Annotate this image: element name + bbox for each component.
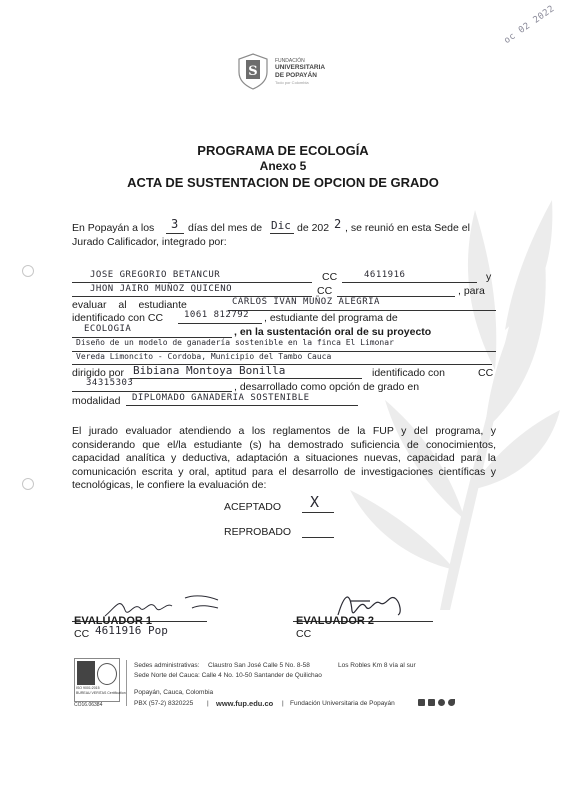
project-title-line2: Vereda Limoncito - Cordoba, Municipio del Tambo Cauca [76,352,332,361]
sustentacion-label: , en la sustentación oral de su proyecto [234,326,432,338]
month-line [270,233,294,234]
member1-cc: 4611916 [364,270,406,280]
institution-line3: DE POPAYÁN [275,72,317,79]
director-name: Bibiana Montoya Bonilla [133,364,286,377]
footer-sep1: | [207,700,209,707]
shield-icon [236,52,270,90]
member1-cc-label: CC [322,271,338,283]
modality-value: DIPLOMADO GANADERIA SOSTENIBLE [132,393,310,403]
director-cc-line [72,391,232,392]
city-text: Popayán, Cauca, Colombia [134,689,214,696]
member2-cc-label: CC [317,285,333,297]
jury-y: y [486,271,492,283]
director-label: dirigido por [72,367,124,379]
svg-text:S: S [248,64,258,79]
director-cc-label: CC [478,367,494,379]
accepted-label: ACEPTADO [224,501,281,513]
evaluator1-cc-label: CC [74,628,90,640]
institution-logo [228,52,348,92]
institution-line2: UNIVERSITARIA [275,64,326,71]
footer-sep2: | [282,700,284,707]
student-name-line [228,310,496,311]
sede-norte-text: Sede Norte del Cauca: Calle 4 No. 10-50 Santander de Quilichao [134,672,322,679]
binder-hole-bottom [22,478,34,490]
certification-badge [74,658,126,702]
intro-year-suffix: 2 [334,217,342,231]
corner-annotation: oc 02 2022 [502,3,557,47]
accepted-mark: X [310,493,320,511]
evaluator1-cc: 4611916 Pop [95,624,168,637]
jury-para: , para [458,285,485,297]
youtube-icon[interactable] [438,699,445,706]
program-label: , estudiante del programa de [264,312,398,324]
accepted-line [302,512,334,513]
rejected-label: REPROBADO [224,526,292,538]
student-cc-line [178,323,262,324]
member1-cc-line [342,282,477,283]
developed-label: , desarrollado como opción de grado en [234,381,420,393]
footer-divider [126,660,127,706]
day-line [166,233,184,234]
act-title: ACTA DE SUSTENTACION DE OPCION DE GRADO [127,175,439,190]
intro-suffix: , se reunió en esta Sede el [345,222,470,234]
website-link[interactable]: www.fup.edu.co [216,699,274,708]
cert1-text: ISO 9001:2015 [76,686,100,690]
evaluation-paragraph: El jurado evaluador atendiendo a los reglamentos de la FUP y del programa, y considerando que el/la estudiante (s) ha demostrado suficiencia de conocimientos, capacidad analítica y deductiva, adaptación a situaciones nuevas, capacidad para la comunicación escrita y oral, aptitud para el desarrollo de investigaciones científicas y tecnológicas, le confiere la evaluación de: [72,425,496,491]
annex-title: Anexo 5 [259,159,307,173]
facebook-icon[interactable] [428,699,435,706]
twitter-icon[interactable] [448,699,455,706]
intro-month: Dic [271,219,291,232]
institution-motto: Todo por Colombia [275,80,309,85]
evaluator2-label: EVALUADOR 2 [296,615,375,627]
evaluar-label: evaluar al estudiante [72,299,187,311]
institution-line1: FUNDACIÓN [275,58,305,64]
student-cc: 1061 812792 [184,310,250,320]
evaluator2-cc-label: CC [296,628,312,640]
cert2-text: BUREAU VERITAS Certification [76,691,126,695]
instagram-icon[interactable] [418,699,425,706]
sedes-label: Sedes administrativas: [134,662,200,669]
member1-name: JOSE GREGORIO BETANCUR [90,270,221,280]
phone-text: PBX (57-2) 8320225 [134,700,194,707]
intro-day: 3 [171,217,179,231]
student-name: CARLOS IVAN MUÑOZ ALEGRIA [232,297,380,307]
intro-prefix: En Popayán a los [72,222,155,234]
evaluator1-label: EVALUADOR 1 [74,615,153,627]
student-program: ECOLOGIA [84,324,132,334]
binder-hole-top [22,265,34,277]
modality-line [126,405,358,406]
intro-days-text: días del mes de [188,222,263,234]
sede1-text: Claustro San José Calle 5 No. 8-58 [208,662,310,669]
director-cc: 34315303 [86,378,134,388]
director-id-label: identificado con [372,367,445,379]
rejected-line [302,537,334,538]
member2-name: JHON JAIRO MUÑOZ QUICENO [90,284,233,294]
program-title: PROGRAMA DE ECOLOGÍA [197,143,369,158]
cert-code: CO16.06384 [74,702,103,708]
member1-line [72,282,312,283]
sede2-text: Los Robles Km 8 vía al sur [338,662,416,669]
modality-label: modalidad [72,395,121,407]
org-text: Fundación Universitaria de Popayán [290,700,395,707]
director-line [130,378,362,379]
intro-line2: Jurado Calificador, integrado por: [72,236,227,248]
project-title-line1: Diseño de un modelo de ganadería sostenible en la finca El Limonar [76,338,394,347]
intro-year-prefix: de 202 [297,222,330,234]
identified-label: identificado con CC [72,312,164,324]
